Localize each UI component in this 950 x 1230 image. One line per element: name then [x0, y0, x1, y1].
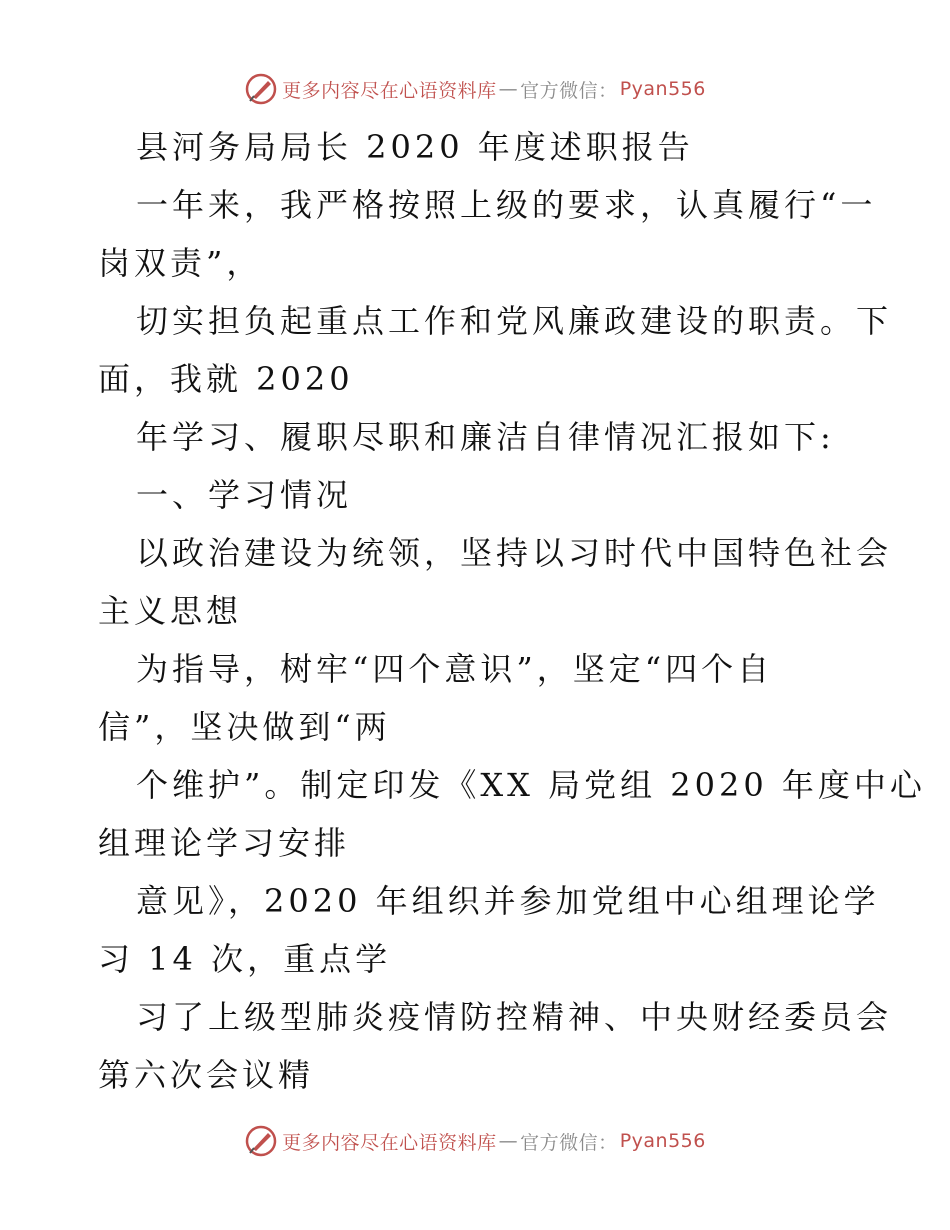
paragraph-line: 面，我就 2020	[98, 360, 354, 398]
banner-wechat-id: Pyan556	[619, 1130, 706, 1152]
document-body	[98, 118, 926, 1104]
banner-promo-text: 更多内容尽在心语资料库	[282, 1131, 497, 1154]
paragraph-line: 一年来，我严格按照上级的要求，认真履行“一	[136, 186, 877, 224]
quill-pen-logo-icon	[244, 72, 278, 106]
paragraph-line: 岗双责”，	[98, 244, 263, 282]
section-heading: 一、学习情况	[136, 476, 353, 514]
paragraph-line: 组理论学习安排	[98, 824, 351, 862]
paragraph-line: 年学习、履职尽职和廉洁自律情况汇报如下:	[136, 418, 835, 456]
document-title: 县河务局局长 2020 年度述职报告	[136, 128, 694, 166]
footer-banner	[0, 1124, 950, 1158]
paragraph-line: 意见》，2020 年组织并参加党组中心组理论学	[136, 882, 880, 920]
banner-wechat-label: 官方微信：	[520, 79, 618, 102]
paragraph-line: 信”，坚决做到“两	[98, 708, 391, 746]
banner-separator: —	[498, 1130, 519, 1152]
banner-promo-text: 更多内容尽在心语资料库	[282, 79, 497, 102]
banner-wechat-id: Pyan556	[619, 78, 706, 100]
paragraph-line: 主义思想	[98, 592, 243, 630]
banner-wechat-label: 官方微信：	[520, 1131, 618, 1154]
paragraph-line: 习了上级型肺炎疫情防控精神、中央财经委员会	[136, 998, 893, 1036]
paragraph-line: 切实担负起重点工作和党风廉政建设的职责。下	[136, 302, 893, 340]
paragraph-line: 第六次会议精	[98, 1056, 315, 1094]
paragraph-line: 以政治建设为统领，坚持以习时代中国特色社会	[136, 534, 893, 572]
paragraph-line: 为指导，树牢“四个意识”，坚定“四个自	[136, 650, 774, 688]
quill-pen-logo-icon	[244, 1124, 278, 1158]
header-banner	[0, 72, 950, 106]
paragraph-line: 习 14 次，重点学	[98, 940, 392, 978]
banner-separator: —	[498, 78, 519, 100]
paragraph-line: 个维护”。制定印发《XX 局党组 2020 年度中心	[136, 766, 926, 804]
